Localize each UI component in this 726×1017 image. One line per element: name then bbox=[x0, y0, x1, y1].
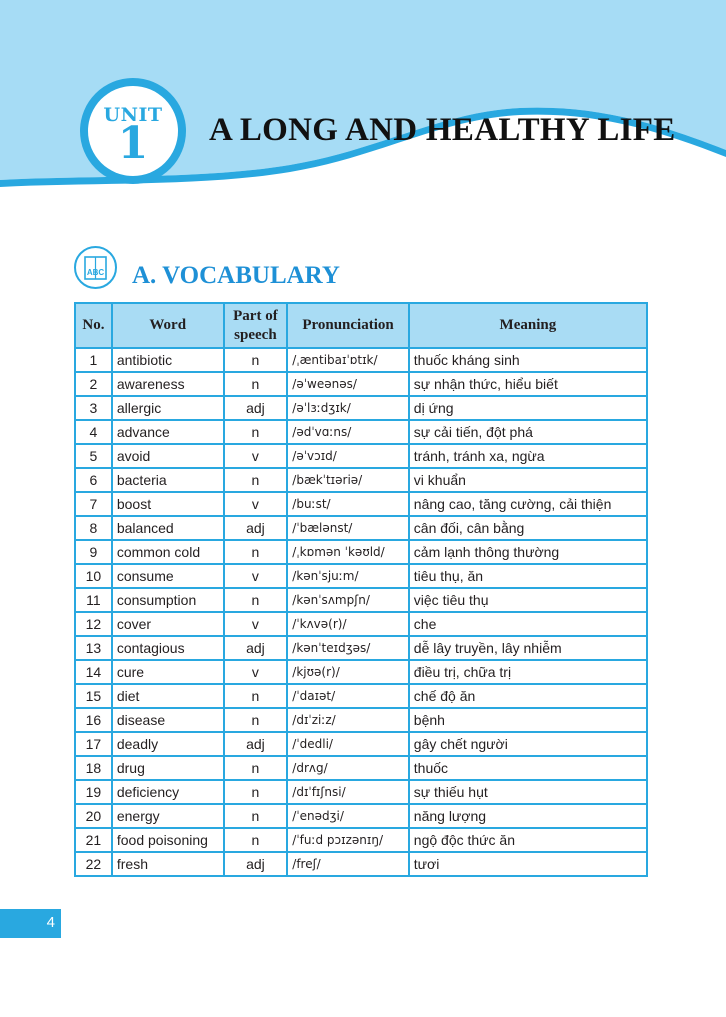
cell-word: deficiency bbox=[112, 780, 224, 804]
cell-no: 8 bbox=[75, 516, 112, 540]
cell-meaning: cảm lạnh thông thường bbox=[409, 540, 647, 564]
cell-meaning: gây chết người bbox=[409, 732, 647, 756]
unit-badge-inner bbox=[88, 86, 178, 176]
table-row bbox=[75, 588, 647, 612]
cell-meaning: che bbox=[409, 612, 647, 636]
cell-pronunciation: /buːst/ bbox=[287, 492, 409, 516]
table-row bbox=[75, 540, 647, 564]
section-title: A. VOCABULARY bbox=[132, 262, 340, 289]
cell-pronunciation: /ˈenədʒi/ bbox=[287, 804, 409, 828]
cell-meaning: thuốc kháng sinh bbox=[409, 348, 647, 372]
table-header-row bbox=[75, 303, 647, 348]
vocabulary-table bbox=[74, 302, 648, 877]
cell-no: 9 bbox=[75, 540, 112, 564]
cell-pronunciation: /ˈfuːd pɔɪzənɪŋ/ bbox=[287, 828, 409, 852]
cell-pronunciation: /dɪˈziːz/ bbox=[287, 708, 409, 732]
page-number: 4 bbox=[46, 914, 55, 931]
cell-meaning: tránh, tránh xa, ngừa bbox=[409, 444, 647, 468]
cell-word: disease bbox=[112, 708, 224, 732]
cell-word: bacteria bbox=[112, 468, 224, 492]
cell-word: diet bbox=[112, 684, 224, 708]
header-part-of-speech: Part of speech bbox=[224, 303, 288, 348]
cell-no: 5 bbox=[75, 444, 112, 468]
cell-no: 10 bbox=[75, 564, 112, 588]
cell-meaning: vi khuẩn bbox=[409, 468, 647, 492]
table-row bbox=[75, 444, 647, 468]
cell-word: boost bbox=[112, 492, 224, 516]
cell-pronunciation: /ˈkʌvə(r)/ bbox=[287, 612, 409, 636]
table-row bbox=[75, 684, 647, 708]
table-row bbox=[75, 492, 647, 516]
header-meaning: Meaning bbox=[409, 303, 647, 348]
unit-label: UNIT bbox=[103, 104, 163, 126]
cell-meaning: chế độ ăn bbox=[409, 684, 647, 708]
cell-part-of-speech: n bbox=[224, 372, 288, 396]
page-number-tab bbox=[0, 909, 61, 938]
cell-word: cover bbox=[112, 612, 224, 636]
cell-pronunciation: /ˈdaɪət/ bbox=[287, 684, 409, 708]
table-row bbox=[75, 804, 647, 828]
cell-word: advance bbox=[112, 420, 224, 444]
cell-part-of-speech: adj bbox=[224, 732, 288, 756]
cell-pronunciation: /ədˈvɑːns/ bbox=[287, 420, 409, 444]
cell-no: 2 bbox=[75, 372, 112, 396]
cell-no: 17 bbox=[75, 732, 112, 756]
cell-no: 11 bbox=[75, 588, 112, 612]
cell-meaning: sự thiếu hụt bbox=[409, 780, 647, 804]
cell-part-of-speech: adj bbox=[224, 396, 288, 420]
cell-part-of-speech: adj bbox=[224, 516, 288, 540]
cell-no: 15 bbox=[75, 684, 112, 708]
cell-part-of-speech: n bbox=[224, 708, 288, 732]
cell-no: 20 bbox=[75, 804, 112, 828]
cell-pronunciation: /ˈbælənst/ bbox=[287, 516, 409, 540]
cell-no: 4 bbox=[75, 420, 112, 444]
cell-pronunciation: /əˈvɔɪd/ bbox=[287, 444, 409, 468]
cell-pronunciation: /dɪˈfɪʃnsi/ bbox=[287, 780, 409, 804]
cell-meaning: sự nhận thức, hiểu biết bbox=[409, 372, 647, 396]
cell-part-of-speech: adj bbox=[224, 636, 288, 660]
cell-word: contagious bbox=[112, 636, 224, 660]
table-row bbox=[75, 516, 647, 540]
cell-pronunciation: /ˌkɒmən ˈkəʊld/ bbox=[287, 540, 409, 564]
table-row bbox=[75, 732, 647, 756]
cell-word: avoid bbox=[112, 444, 224, 468]
cell-no: 21 bbox=[75, 828, 112, 852]
cell-no: 7 bbox=[75, 492, 112, 516]
cell-no: 1 bbox=[75, 348, 112, 372]
cell-word: allergic bbox=[112, 396, 224, 420]
cell-part-of-speech: v bbox=[224, 660, 288, 684]
table-row bbox=[75, 564, 647, 588]
cell-meaning: nâng cao, tăng cường, cải thiện bbox=[409, 492, 647, 516]
cell-word: consumption bbox=[112, 588, 224, 612]
cell-part-of-speech: n bbox=[224, 540, 288, 564]
cell-pronunciation: /kənˈsʌmpʃn/ bbox=[287, 588, 409, 612]
abc-book-icon bbox=[74, 246, 117, 289]
cell-word: deadly bbox=[112, 732, 224, 756]
header-word: Word bbox=[112, 303, 224, 348]
cell-no: 13 bbox=[75, 636, 112, 660]
cell-part-of-speech: n bbox=[224, 780, 288, 804]
cell-no: 19 bbox=[75, 780, 112, 804]
table-row bbox=[75, 396, 647, 420]
cell-no: 14 bbox=[75, 660, 112, 684]
cell-meaning: dị ứng bbox=[409, 396, 647, 420]
table-row bbox=[75, 828, 647, 852]
cell-part-of-speech: v bbox=[224, 444, 288, 468]
cell-pronunciation: /ˈdedli/ bbox=[287, 732, 409, 756]
cell-pronunciation: /drʌg/ bbox=[287, 756, 409, 780]
table-row bbox=[75, 636, 647, 660]
svg-text:ABC: ABC bbox=[86, 268, 105, 277]
table-row bbox=[75, 780, 647, 804]
header-pronunciation: Pronunciation bbox=[287, 303, 409, 348]
cell-meaning: cân đối, cân bằng bbox=[409, 516, 647, 540]
unit-badge bbox=[80, 78, 186, 184]
page-title: A LONG AND HEALTHY LIFE bbox=[209, 112, 676, 148]
cell-no: 12 bbox=[75, 612, 112, 636]
cell-word: cure bbox=[112, 660, 224, 684]
table-row bbox=[75, 852, 647, 876]
cell-part-of-speech: adj bbox=[224, 852, 288, 876]
unit-number: 1 bbox=[117, 118, 149, 169]
table-row bbox=[75, 708, 647, 732]
cell-word: consume bbox=[112, 564, 224, 588]
cell-part-of-speech: n bbox=[224, 468, 288, 492]
cell-meaning: thuốc bbox=[409, 756, 647, 780]
cell-no: 16 bbox=[75, 708, 112, 732]
cell-pronunciation: /freʃ/ bbox=[287, 852, 409, 876]
cell-no: 3 bbox=[75, 396, 112, 420]
header-no: No. bbox=[75, 303, 112, 348]
table-row bbox=[75, 612, 647, 636]
cell-pronunciation: /ˌæntibaɪˈɒtɪk/ bbox=[287, 348, 409, 372]
table-row bbox=[75, 660, 647, 684]
cell-part-of-speech: v bbox=[224, 564, 288, 588]
cell-part-of-speech: n bbox=[224, 828, 288, 852]
cell-meaning: tươi bbox=[409, 852, 647, 876]
cell-word: common cold bbox=[112, 540, 224, 564]
table-row bbox=[75, 420, 647, 444]
cell-meaning: sự cải tiến, đột phá bbox=[409, 420, 647, 444]
cell-part-of-speech: n bbox=[224, 804, 288, 828]
cell-word: food poisoning bbox=[112, 828, 224, 852]
cell-pronunciation: /kənˈteɪdʒəs/ bbox=[287, 636, 409, 660]
cell-word: drug bbox=[112, 756, 224, 780]
cell-meaning: dễ lây truyền, lây nhiễm bbox=[409, 636, 647, 660]
cell-meaning: việc tiêu thụ bbox=[409, 588, 647, 612]
cell-pronunciation: /bækˈtɪəriə/ bbox=[287, 468, 409, 492]
cell-no: 22 bbox=[75, 852, 112, 876]
cell-part-of-speech: n bbox=[224, 348, 288, 372]
abc-book-graphic bbox=[76, 248, 115, 287]
cell-word: fresh bbox=[112, 852, 224, 876]
table-body bbox=[75, 348, 647, 876]
cell-no: 18 bbox=[75, 756, 112, 780]
cell-pronunciation: /əˈweənəs/ bbox=[287, 372, 409, 396]
cell-part-of-speech: n bbox=[224, 756, 288, 780]
table-row bbox=[75, 756, 647, 780]
cell-word: awareness bbox=[112, 372, 224, 396]
cell-pronunciation: /əˈlɜːdʒɪk/ bbox=[287, 396, 409, 420]
cell-part-of-speech: v bbox=[224, 612, 288, 636]
cell-part-of-speech: n bbox=[224, 684, 288, 708]
cell-pronunciation: /kənˈsjuːm/ bbox=[287, 564, 409, 588]
cell-part-of-speech: v bbox=[224, 492, 288, 516]
cell-part-of-speech: n bbox=[224, 420, 288, 444]
cell-meaning: tiêu thụ, ăn bbox=[409, 564, 647, 588]
cell-meaning: điều trị, chữa trị bbox=[409, 660, 647, 684]
cell-meaning: ngộ độc thức ăn bbox=[409, 828, 647, 852]
cell-meaning: bệnh bbox=[409, 708, 647, 732]
table-row bbox=[75, 372, 647, 396]
cell-no: 6 bbox=[75, 468, 112, 492]
table-row bbox=[75, 468, 647, 492]
table-row bbox=[75, 348, 647, 372]
cell-word: balanced bbox=[112, 516, 224, 540]
cell-word: antibiotic bbox=[112, 348, 224, 372]
cell-word: energy bbox=[112, 804, 224, 828]
cell-part-of-speech: n bbox=[224, 588, 288, 612]
cell-meaning: năng lượng bbox=[409, 804, 647, 828]
cell-pronunciation: /kjʊə(r)/ bbox=[287, 660, 409, 684]
